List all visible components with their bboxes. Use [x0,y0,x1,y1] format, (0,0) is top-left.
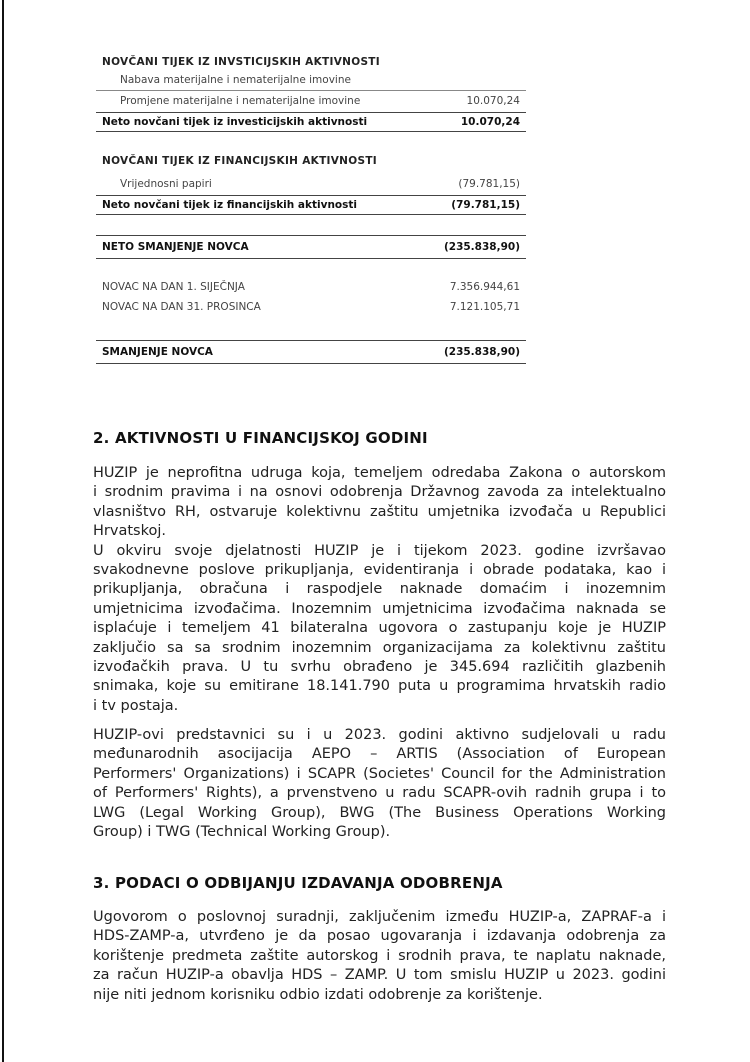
net-value: (235.838,90) [443,241,520,253]
text-line: isplaćuje i temeljem 41 bilateralna ugovora o zastupanju koje je HUZIP [93,620,666,637]
financing-total-row [96,195,526,215]
section3-title: 3. PODACI O ODBIJANJU IZDAVANJA ODOBRENJA [93,874,503,892]
text-line: izvođačkih prava. U tu svrhu obrađeno je 345.694 različitih glazbenih [93,659,666,676]
total-value: (79.781,15) [451,199,520,211]
text-line: korištenje predmeta zaštite autorskog i srodnih prava, te naplatu naknade, [93,947,666,964]
text-line: Ugovorom o poslovnoj suradnji, zaključenim između HUZIP-a, ZAPRAF-a i [93,909,666,925]
divider [96,90,526,91]
cash-end-value: 7.121.105,71 [449,301,520,313]
row-label: Nabava materijalne i nematerijalne imovine [120,74,351,86]
text-line: Performers' Organizations) i SCAPR (Societes' Council for the Administration [93,765,666,782]
text-line: i tv postaja. [93,697,179,714]
net-label: NETO SMANJENJE NOVCA [102,241,249,253]
cash-start-value: 7.356.944,61 [449,281,520,293]
text-line: za račun HUZIP-a obavlja HDS – ZAMP. U tom smislu HUZIP u 2023. godini [93,967,666,984]
page-edge-line [2,0,4,1062]
text-line: svakodnevne poslove prikupljanja, evidentiranja i obrade podataka, kao i [93,562,666,579]
investing-total-row [96,112,526,132]
decrease-label: SMANJENJE NOVCA [102,346,213,358]
text-line: i srodnim pravima i na osnovi odobrenja Državnog zavoda za intelektualno [93,484,666,501]
section2-title: 2. AKTIVNOSTI U FINANCIJSKOJ GODINI [93,429,428,447]
text-line: U okviru svoje djelatnosti HUZIP je i tijekom 2023. godine izvršavao [93,542,666,559]
text-line: umjetnicima izvođačima. Inozemnim umjetnicima izvođačima naknada se [93,600,666,617]
total-value: 10.070,24 [460,116,520,128]
row-value: (79.781,15) [458,178,520,190]
text-line: snimaka, koje su emitirane 18.141.790 puta u programima hrvatskih radio [93,678,666,695]
cash-start-label: NOVAC NA DAN 1. SIJEČNJA [102,281,245,293]
investing-heading: NOVČANI TIJEK IZ INVSTICIJSKIH AKTIVNOSTI [102,56,380,68]
investing-row [96,71,526,89]
section2-paragraph-2 [93,726,666,842]
decrease-row [96,340,526,364]
text-line: prikupljanja, obračuna i raspodjele naknade domaćim i inozemnim [93,581,666,598]
section2-paragraph-1 [93,464,666,716]
text-line: of Performers' Rights), a prvenstveno u radu SCAPR-ovih radnih grupa i to [93,785,666,802]
text-line: Hrvatskoj. [93,523,166,540]
text-line: HUZIP je neprofitna udruga koja, temeljem odredaba Zakona o autorskom [93,465,666,481]
cash-end-row [96,298,526,316]
row-label: Promjene materijalne i nematerijalne imovine [120,95,361,107]
total-label: Neto novčani tijek iz investicijskih aktivnosti [102,116,368,128]
decrease-value: (235.838,90) [443,346,520,358]
financing-row [96,175,526,193]
net-decrease-row [96,235,526,259]
text-line: HUZIP-ovi predstavnici su i u 2023. godini aktivno sudjelovali u radu [93,727,666,743]
text-line: Group) i TWG (Technical Working Group). [93,824,391,841]
text-line: LWG (Legal Working Group), BWG (The Business Operations Working [93,804,666,821]
section3-paragraph-1 [93,908,666,1005]
investing-row [96,92,526,110]
text-line: nije niti jednom korisniku odbio izdati odobrenje za korištenje. [93,986,543,1003]
text-line: vlasništvo RH, ostvaruje kolektivnu zaštitu umjetnika izvođača u Republici [93,503,666,520]
text-line: međunarodnih asocijacija AEPO – ARTIS (Association of European [93,746,666,763]
text-line: zaključio sa sa srodnim inozemnim organizacijama za kolektivnu zaštitu [93,639,666,656]
row-value: 10.070,24 [466,95,520,107]
total-label: Neto novčani tijek iz financijskih aktivnosti [102,199,358,211]
cash-start-row [96,278,526,296]
financing-heading: NOVČANI TIJEK IZ FINANCIJSKIH AKTIVNOSTI [102,155,378,167]
cash-end-label: NOVAC NA DAN 31. PROSINCA [102,301,261,313]
text-line: HDS-ZAMP-a, utvrđeno je da posao ugovaranja i izdavanja odobrenja za [93,928,666,945]
row-label: Vrijednosni papiri [120,178,212,190]
